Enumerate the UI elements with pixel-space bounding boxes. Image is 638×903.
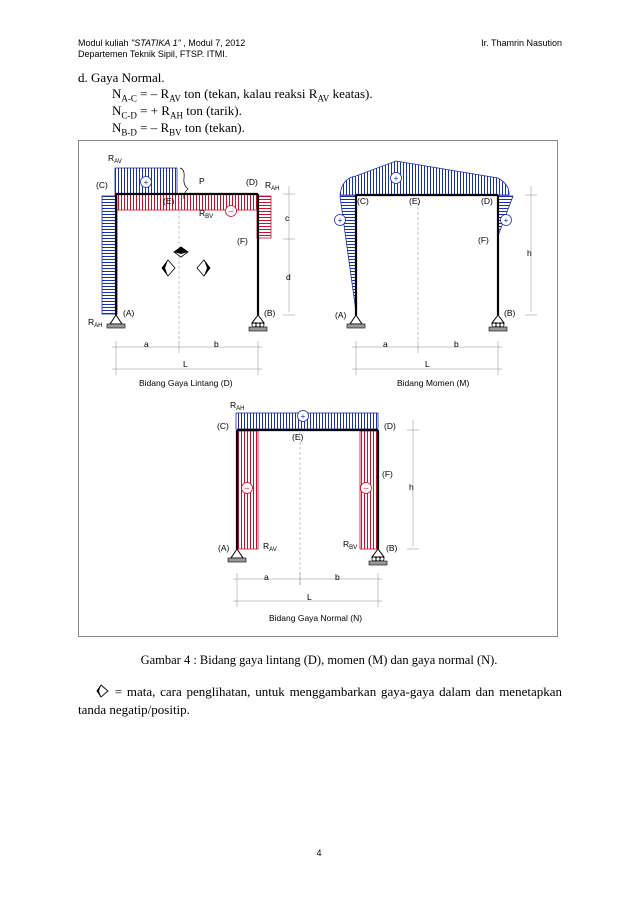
label-rbv: $R_{BV}$ <box>343 539 358 551</box>
dim-l: L <box>183 359 188 369</box>
label-node-d: (D) <box>246 177 258 187</box>
label-node-f: (F) <box>382 469 393 479</box>
support-b-roller <box>369 549 387 565</box>
shear-diagram <box>88 153 295 388</box>
label-rah: $R_{AH}$ <box>230 400 245 412</box>
minus-sign <box>226 206 237 217</box>
equation-ncd: $N_{C-D}$ = + $R_{AH}$ ton (tarik). <box>112 103 242 121</box>
equation-nbd: $N_{B-D}$ = – $R_{BV}$ ton (tekan). <box>112 120 245 138</box>
svg-text:–: – <box>244 483 250 493</box>
section-title: d. Gaya Normal. <box>78 70 165 85</box>
minus-sign <box>242 483 253 494</box>
header-department: Departemen Teknik Sipil, FTSP. ITMI. <box>78 49 228 59</box>
dim-b: b <box>335 572 340 582</box>
eye-symbol-icon <box>174 247 188 257</box>
svg-text:+: + <box>300 411 306 421</box>
header-course: Modul kuliah <box>78 38 132 48</box>
minus-sign <box>361 483 372 494</box>
label-node-b: (B) <box>264 308 276 318</box>
label-node-c: (C) <box>96 180 108 190</box>
svg-text:–: – <box>228 206 234 216</box>
dim-l: L <box>307 592 312 602</box>
shear-column-ac <box>102 196 117 314</box>
plus-sign <box>335 215 346 226</box>
label-node-a: (A) <box>335 310 347 320</box>
label-node-e: (E) <box>292 432 304 442</box>
normal-title: Bidang Gaya Normal (N) <box>269 613 363 623</box>
label-h: h <box>527 248 532 258</box>
moment-diagram <box>335 161 538 388</box>
label-node-f: (F) <box>237 236 248 246</box>
figure-caption: Gambar 4 : Bidang gaya lintang (D), momen (M) dan gaya normal (N). <box>140 653 498 667</box>
note-text: = mata, cara penglihatan, untuk menggambarkan gaya-gaya dalam dan menetapkan tanda negatip/positip. <box>78 684 562 717</box>
page-number: 4 <box>316 848 322 858</box>
label-node-e: (E) <box>409 196 421 206</box>
dim-a: a <box>264 572 269 582</box>
dim-b: b <box>214 339 219 349</box>
header-module: , Modul 7, 2012 <box>180 38 246 48</box>
dim-a: a <box>144 339 149 349</box>
plus-sign <box>391 173 402 184</box>
svg-text:+: + <box>337 215 343 225</box>
label-node-f: (F) <box>478 235 489 245</box>
svg-text:–: – <box>363 483 369 493</box>
support-a-pin <box>228 549 246 562</box>
label-rav: $R_{AV}$ <box>108 153 122 165</box>
label-rbv: $R_{BV}$ <box>199 208 214 220</box>
moment-title: Bidang Momen (M) <box>397 378 470 388</box>
eye-symbol-icon <box>197 260 210 276</box>
support-a-pin <box>347 315 365 328</box>
plus-sign <box>501 215 512 226</box>
label-node-d: (D) <box>481 196 493 206</box>
label-node-a: (A) <box>123 308 135 318</box>
dim-l: L <box>425 359 430 369</box>
plus-sign <box>141 177 152 188</box>
eye-symbol-icon <box>162 260 175 276</box>
shear-title: Bidang Gaya Lintang (D) <box>139 378 233 388</box>
plus-sign <box>298 411 309 422</box>
label-h: h <box>409 482 414 492</box>
header-course-title: "STATIKA 1" <box>131 38 181 48</box>
label-rah-bottom: $R_{AH}$ <box>88 317 103 329</box>
label-node-e: (E) <box>163 196 175 206</box>
label-node-a: (A) <box>218 543 230 553</box>
label-rah-top: $R_{AH}$ <box>265 180 280 192</box>
label-node-c: (C) <box>217 421 229 431</box>
label-p: P <box>199 176 205 186</box>
label-rav: $R_{AV}$ <box>263 541 277 553</box>
dim-b: b <box>454 339 459 349</box>
label-node-b: (B) <box>386 543 398 553</box>
label-node-c: (C) <box>357 196 369 206</box>
moment-column-left-area <box>337 196 356 312</box>
normal-diagram <box>217 400 419 623</box>
eye-symbol-note <box>78 683 562 719</box>
running-header-author: Ir. Thamrin Nasution <box>481 38 562 48</box>
dim-a: a <box>383 339 388 349</box>
svg-text:+: + <box>143 177 149 187</box>
label-node-b: (B) <box>504 308 516 318</box>
label-c: c <box>285 213 290 223</box>
equation-nac: $N_{A-C}$ = – $R_{AV}$ ton (tekan, kalau reaksi $R_{AV}$ keatas). <box>112 86 373 104</box>
moment-beam-area <box>340 161 509 195</box>
eye-symbol-icon <box>96 684 110 698</box>
svg-text:+: + <box>393 173 399 183</box>
svg-text:+: + <box>503 215 509 225</box>
shear-negative-top-right <box>115 194 258 210</box>
label-node-d: (D) <box>384 421 396 431</box>
label-d: d <box>286 272 291 282</box>
